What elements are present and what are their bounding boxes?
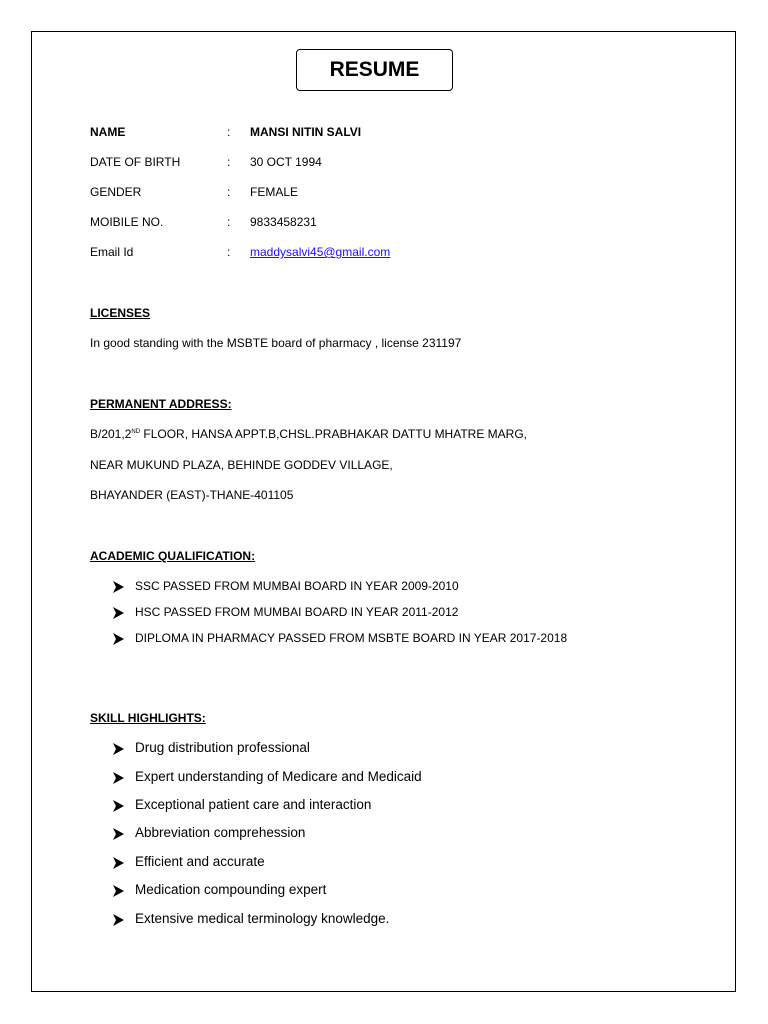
separator: :	[227, 215, 231, 229]
address-line-2: NEAR MUKUND PLAZA, BEHINDE GODDEV VILLAGE,	[90, 458, 393, 472]
arrow-bullet-icon	[113, 631, 124, 645]
dob-value: 30 OCT 1994	[250, 155, 322, 169]
academic-item: DIPLOMA IN PHARMACY PASSED FROM MSBTE BOARD IN YEAR 2017-2018	[135, 631, 568, 645]
skill-item: Efficient and accurate	[135, 854, 265, 869]
resume-title: RESUME	[296, 49, 453, 91]
mobile-label: MOIBILE NO.	[90, 215, 164, 229]
address-line-1-post: FLOOR, HANSA APPT.B,CHSL.PRABHAKAR DATTU MHATRE MARG,	[140, 427, 528, 441]
arrow-bullet-icon	[113, 769, 124, 784]
arrow-bullet-icon	[113, 825, 124, 840]
licenses-heading: LICENSES	[90, 306, 151, 320]
page-border	[31, 31, 736, 992]
arrow-bullet-icon	[113, 605, 124, 619]
name-label: NAME	[90, 125, 126, 139]
arrow-bullet-icon	[113, 911, 124, 926]
mobile-value: 9833458231	[250, 215, 317, 229]
skill-item: Abbreviation comprehession	[135, 825, 306, 840]
address-line-1-sup: ND	[131, 429, 141, 435]
arrow-bullet-icon	[113, 797, 124, 812]
arrow-bullet-icon	[113, 854, 124, 869]
email-label: Email Id	[90, 245, 134, 259]
skills-heading: SKILL HIGHLIGHTS:	[90, 711, 206, 725]
email-link[interactable]: maddysalvi45@gmail.com	[250, 245, 391, 259]
academic-item: SSC PASSED FROM MUMBAI BOARD IN YEAR 2009-2010	[135, 579, 459, 593]
address-line-1	[90, 427, 527, 441]
arrow-bullet-icon	[113, 740, 124, 755]
skill-item: Drug distribution professional	[135, 740, 310, 755]
separator: :	[227, 245, 231, 259]
dob-label: DATE OF BIRTH	[90, 155, 181, 169]
arrow-bullet-icon	[113, 882, 124, 897]
skill-item: Medication compounding expert	[135, 882, 327, 897]
address-heading: PERMANENT ADDRESS:	[90, 397, 232, 411]
skill-item: Exceptional patient care and interaction	[135, 797, 372, 812]
separator: :	[227, 155, 231, 169]
arrow-bullet-icon	[113, 579, 124, 593]
skill-item: Extensive medical terminology knowledge.	[135, 911, 390, 926]
name-value: MANSI NITIN SALVI	[250, 125, 362, 139]
gender-label: GENDER	[90, 185, 142, 199]
separator: :	[227, 185, 231, 199]
skill-item: Expert understanding of Medicare and Medicaid	[135, 769, 422, 784]
academic-heading: ACADEMIC QUALIFICATION:	[90, 549, 256, 563]
address-line-3: BHAYANDER (EAST)-THANE-401105	[90, 488, 294, 502]
separator: :	[227, 125, 231, 139]
gender-value: FEMALE	[250, 185, 299, 199]
licenses-text: In good standing with the MSBTE board of pharmacy , license 231197	[90, 336, 462, 350]
address-line-1-pre: B/201,2	[90, 427, 132, 441]
academic-item: HSC PASSED FROM MUMBAI BOARD IN YEAR 2011-2012	[135, 605, 459, 619]
